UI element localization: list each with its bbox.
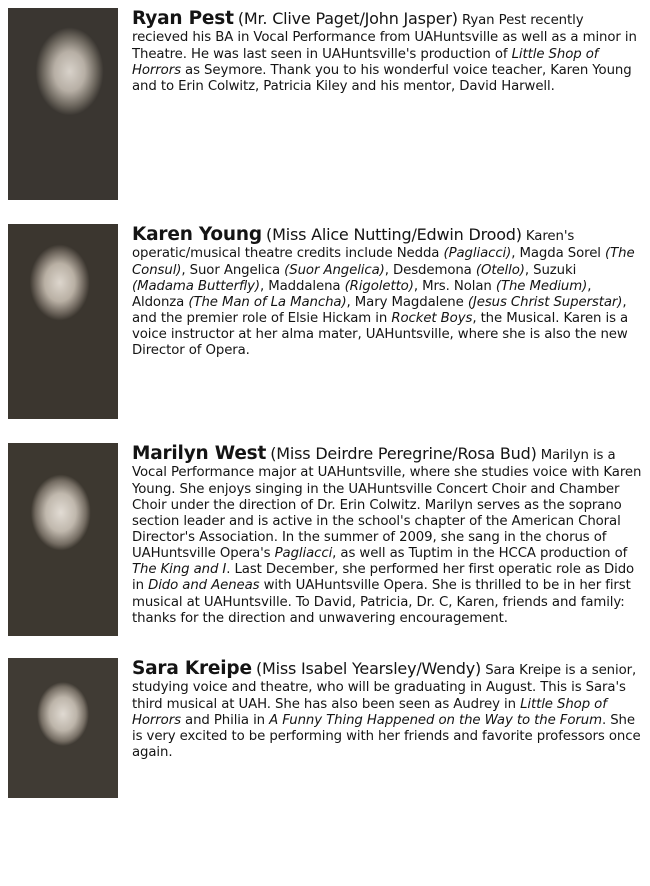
headshot-ryan-pest	[8, 8, 118, 200]
performer-name: Karen Young	[132, 224, 262, 245]
photo-column	[8, 658, 118, 798]
bio-body: Karen's operatic/musical theatre credits include Nedda (Pagliacci), Magda Sorel (The Consul), Suor Angelica (Suor Angelica), Desdemona (Otello), Suzuki (Madama Butterfly), Maddalena (Rigoletto), Mrs. Nolan (The Medium), Aldonza (The Man of La Mancha), Mary Magdalene (Jesus Christ Superstar), and the premier role of Elsie Hickam in Rocket Boys, the Musical. Karen is a voice instructor at her alma mater, UAHuntsville, where she is also the new Director of Opera.	[132, 229, 635, 359]
performer-role: (Miss Deirdre Peregrine/Rosa Bud)	[270, 444, 537, 463]
bio-paragraph	[132, 8, 642, 95]
bio-body: Ryan Pest recently recieved his BA in Vocal Performance from UAHuntsville as well as a minor in Theatre. He was last seen in UAHuntsville's production of Little Shop of Horrors as Seymore. Thank you to his wonderful voice teacher, Karen Young and to Erin Colwitz, Patricia Kiley and his mentor, David Harwell.	[132, 13, 637, 94]
bio-entry	[0, 200, 650, 419]
headshot-marilyn-west	[8, 443, 118, 636]
performer-name: Sara Kreipe	[132, 658, 252, 679]
bio-text-column	[132, 224, 642, 359]
performer-role: (Mr. Clive Paget/John Jasper)	[237, 9, 458, 28]
bio-paragraph	[132, 224, 642, 359]
headshot-karen-young	[8, 224, 118, 419]
bio-entry	[0, 636, 650, 798]
bio-text-column	[132, 658, 642, 761]
performer-role: (Miss Isabel Yearsley/Wendy)	[255, 659, 482, 678]
photo-column	[8, 224, 118, 419]
performer-name: Ryan Pest	[132, 8, 234, 29]
bio-text-column	[132, 443, 642, 627]
bio-body: Marilyn is a Vocal Performance major at UAHuntsville, where she studies voice with Karen Young. She enjoys singing in the UAHuntsville Concert Choir and Chamber Choir under the direction of Dr. Erin Colwitz. Marilyn serves as the soprano section leader and is active in the school's chapter of the American Choral Director's Association. In the summer of 2009, she sang in the chorus of UAHuntsville Opera's Pagliacci, as well as Tuptim in the HCCA production of The King and I. Last December, she performed her first operatic role as Dido in Dido and Aeneas with UAHuntsville Opera. She is thrilled to be in her first musical at UAHuntsville. To David, Patricia, Dr. C, Karen, friends and family: thanks for the direction and unwavering encouragement.	[132, 448, 642, 626]
photo-column	[8, 443, 118, 636]
bio-entry	[0, 0, 650, 200]
bio-paragraph	[132, 658, 642, 761]
bio-text-column	[132, 8, 642, 95]
photo-column	[8, 8, 118, 200]
bio-body: Sara Kreipe is a senior, studying voice and theatre, who will be graduating in August. This is Sara's third musical at UAH. She has also been seen as Audrey in Little Shop of Horrors and Philia in A Funny Thing Happened on the Way to the Forum. She is very excited to be performing with her friends and favorite professors once again.	[132, 663, 641, 761]
performer-name: Marilyn West	[132, 443, 267, 464]
bio-entry	[0, 419, 650, 636]
performer-role: (Miss Alice Nutting/Edwin Drood)	[266, 225, 522, 244]
headshot-sara-kreipe	[8, 658, 118, 798]
bio-paragraph	[132, 443, 642, 627]
